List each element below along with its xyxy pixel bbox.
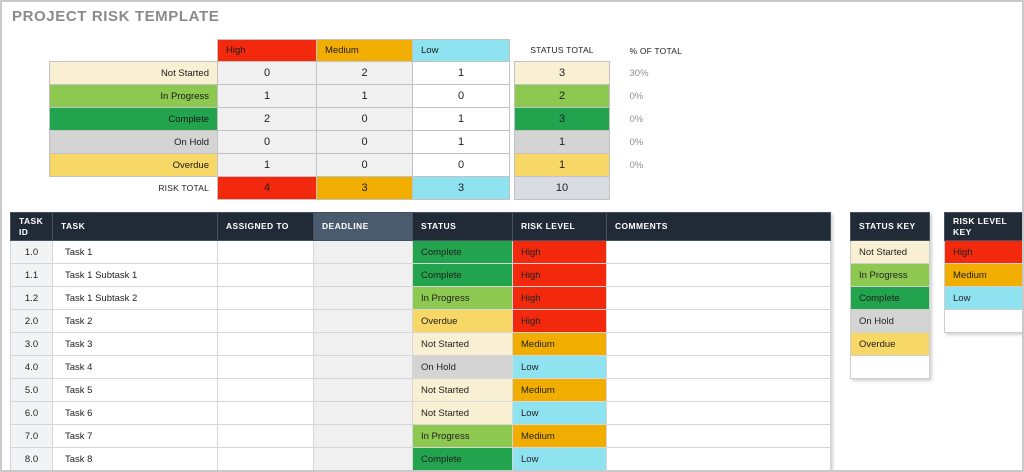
summary-table-body (50, 62, 690, 200)
status-cell[interactable]: Complete (413, 448, 513, 471)
task-name-cell[interactable]: Task 5 (53, 379, 218, 402)
deadline-cell[interactable] (314, 425, 413, 448)
status-key-title: STATUS KEY (851, 213, 930, 241)
spacer (610, 131, 620, 154)
deadline-cell[interactable] (314, 448, 413, 471)
assigned-to-cell[interactable] (218, 448, 314, 471)
summary-high-count[interactable]: 2 (218, 108, 317, 131)
deadline-cell[interactable] (314, 379, 413, 402)
table-row (11, 402, 831, 425)
risk-level-key-header-row (945, 213, 1024, 241)
page-title: PROJECT RISK TEMPLATE (12, 8, 220, 25)
risk-level-cell[interactable]: High (513, 241, 607, 264)
summary-pct-of-total: 30% (629, 67, 649, 79)
status-cell[interactable]: Not Started (413, 379, 513, 402)
key-item: In Progress (851, 264, 930, 287)
table-row (11, 333, 831, 356)
summary-row-label: In Progress (50, 85, 218, 108)
summary-high-count[interactable]: 1 (218, 85, 317, 108)
summary-status-total[interactable]: 1 (515, 154, 610, 177)
summary-medium-count[interactable]: 0 (317, 108, 413, 131)
task-name-cell[interactable]: Task 1 Subtask 1 (53, 264, 218, 287)
risk-total-label: RISK TOTAL (158, 183, 209, 194)
summary-col-header-high: High (218, 40, 317, 62)
key-row (851, 287, 930, 310)
risk-level-cell[interactable]: Low (513, 448, 607, 471)
key-row (851, 264, 930, 287)
key-item: Not Started (851, 241, 930, 264)
status-cell[interactable]: Overdue (413, 310, 513, 333)
task-name-cell[interactable]: Task 6 (53, 402, 218, 425)
comments-cell[interactable] (607, 448, 831, 471)
risk-level-cell[interactable]: Medium (513, 333, 607, 356)
risk-level-key-table (944, 212, 1024, 333)
task-name-cell[interactable]: Task 8 (53, 448, 218, 471)
deadline-cell[interactable] (314, 356, 413, 379)
risk-level-key-title: RISK LEVEL KEY (945, 213, 1024, 241)
table-row (11, 264, 831, 287)
summary-pct-of-total: 0% (629, 113, 644, 125)
summary-row-label: Not Started (50, 62, 218, 85)
assigned-to-cell[interactable] (218, 402, 314, 425)
comments-cell[interactable] (607, 425, 831, 448)
key-item: On Hold (851, 310, 930, 333)
risk-total-count[interactable]: 3 (413, 177, 510, 200)
status-key-table (850, 212, 930, 379)
col-header-risk-level: RISK LEVEL (513, 213, 607, 241)
task-id-cell[interactable]: 1.1 (11, 264, 53, 287)
risk-level-cell[interactable]: Medium (513, 425, 607, 448)
table-row (11, 287, 831, 310)
col-header-comments: COMMENTS (607, 213, 831, 241)
assigned-to-cell[interactable] (218, 287, 314, 310)
key-row (945, 264, 1024, 287)
risk-table-header-row (11, 213, 831, 241)
comments-cell[interactable] (607, 310, 831, 333)
summary-table (49, 39, 690, 200)
status-cell[interactable]: In Progress (413, 287, 513, 310)
task-id-cell[interactable]: 6.0 (11, 402, 53, 425)
summary-medium-count[interactable]: 1 (317, 85, 413, 108)
summary-status-total[interactable]: 1 (515, 131, 610, 154)
deadline-cell[interactable] (314, 402, 413, 425)
col-header-task-id: TASK ID (11, 213, 53, 241)
assigned-to-cell[interactable] (218, 356, 314, 379)
col-header-status: STATUS (413, 213, 513, 241)
table-row (11, 310, 831, 333)
key-row (945, 310, 1024, 333)
key-item-empty (945, 310, 1024, 333)
status-cell[interactable]: In Progress (413, 425, 513, 448)
key-row (945, 287, 1024, 310)
task-name-cell[interactable]: Task 3 (53, 333, 218, 356)
task-id-cell[interactable]: 1.0 (11, 241, 53, 264)
task-id-cell[interactable]: 4.0 (11, 356, 53, 379)
col-header-task: TASK (53, 213, 218, 241)
summary-status-total[interactable]: 3 (515, 62, 610, 85)
summary-pct-of-total: 0% (629, 136, 644, 148)
comments-cell[interactable] (607, 241, 831, 264)
summary-row (50, 154, 690, 177)
task-name-cell[interactable]: Task 1 Subtask 2 (53, 287, 218, 310)
task-id-cell[interactable]: 7.0 (11, 425, 53, 448)
summary-pct-of-total: 0% (629, 159, 644, 171)
risk-table (10, 212, 831, 471)
task-name-cell[interactable]: Task 7 (53, 425, 218, 448)
spacer (610, 154, 620, 177)
spacer (610, 85, 620, 108)
summary-col-header-low: Low (413, 40, 510, 62)
risk-level-cell[interactable]: High (513, 287, 607, 310)
comments-cell[interactable] (607, 287, 831, 310)
summary-row (50, 62, 690, 85)
key-row (851, 333, 930, 356)
summary-medium-count[interactable]: 0 (317, 154, 413, 177)
summary-low-count[interactable]: 0 (413, 85, 510, 108)
status-total-header: STATUS TOTAL (530, 45, 594, 56)
status-cell[interactable]: Not Started (413, 402, 513, 425)
summary-low-count[interactable]: 0 (413, 154, 510, 177)
status-cell[interactable]: Complete (413, 264, 513, 287)
risk-total-count[interactable]: 3 (317, 177, 413, 200)
status-cell[interactable]: Not Started (413, 333, 513, 356)
summary-high-count[interactable]: 0 (218, 131, 317, 154)
task-id-cell[interactable]: 1.2 (11, 287, 53, 310)
key-item: Medium (945, 264, 1024, 287)
summary-row (50, 108, 690, 131)
status-key-body (851, 241, 930, 379)
summary-high-count[interactable]: 0 (218, 62, 317, 85)
summary-medium-count[interactable]: 2 (317, 62, 413, 85)
deadline-cell[interactable] (314, 264, 413, 287)
comments-cell[interactable] (607, 356, 831, 379)
table-row (11, 379, 831, 402)
risk-level-cell[interactable]: Low (513, 356, 607, 379)
summary-row-label: Overdue (50, 154, 218, 177)
assigned-to-cell[interactable] (218, 379, 314, 402)
task-name-cell[interactable]: Task 1 (53, 241, 218, 264)
key-row (851, 241, 930, 264)
summary-low-count[interactable]: 1 (413, 131, 510, 154)
task-id-cell[interactable]: 5.0 (11, 379, 53, 402)
key-item: Complete (851, 287, 930, 310)
risk-total-count[interactable]: 4 (218, 177, 317, 200)
col-header-assigned-to: ASSIGNED TO (218, 213, 314, 241)
key-row (945, 241, 1024, 264)
key-item-empty (851, 356, 930, 379)
spacer (610, 40, 620, 62)
task-id-cell[interactable]: 8.0 (11, 448, 53, 471)
status-cell[interactable]: Complete (413, 241, 513, 264)
spacer (610, 62, 620, 85)
table-row (11, 425, 831, 448)
summary-row-label: On Hold (50, 131, 218, 154)
deadline-cell[interactable] (314, 333, 413, 356)
task-name-cell[interactable]: Task 2 (53, 310, 218, 333)
deadline-cell[interactable] (314, 287, 413, 310)
risk-grand-total[interactable]: 10 (515, 177, 610, 200)
summary-high-count[interactable]: 1 (218, 154, 317, 177)
status-cell[interactable]: On Hold (413, 356, 513, 379)
key-item: Overdue (851, 333, 930, 356)
comments-cell[interactable] (607, 264, 831, 287)
assigned-to-cell[interactable] (218, 333, 314, 356)
pct-of-total-header: % OF TOTAL (629, 45, 683, 56)
summary-status-total[interactable]: 3 (515, 108, 610, 131)
summary-header-row (50, 40, 690, 62)
summary-row (50, 131, 690, 154)
task-name-cell[interactable]: Task 4 (53, 356, 218, 379)
comments-cell[interactable] (607, 402, 831, 425)
summary-corner-blank (50, 40, 218, 62)
spacer (610, 108, 620, 131)
key-row (851, 356, 930, 379)
summary-status-total[interactable]: 2 (515, 85, 610, 108)
deadline-cell[interactable] (314, 310, 413, 333)
summary-medium-count[interactable]: 0 (317, 131, 413, 154)
assigned-to-cell[interactable] (218, 241, 314, 264)
task-id-cell[interactable]: 3.0 (11, 333, 53, 356)
risk-table-body (11, 241, 831, 471)
summary-low-count[interactable]: 1 (413, 108, 510, 131)
status-key-header-row (851, 213, 930, 241)
summary-low-count[interactable]: 1 (413, 62, 510, 85)
summary-row (50, 85, 690, 108)
summary-row-label: Complete (50, 108, 218, 131)
table-row (11, 356, 831, 379)
task-id-cell[interactable]: 2.0 (11, 310, 53, 333)
assigned-to-cell[interactable] (218, 310, 314, 333)
risk-level-cell[interactable]: Medium (513, 379, 607, 402)
risk-level-key-body (945, 241, 1024, 333)
comments-cell[interactable] (607, 379, 831, 402)
table-row (11, 241, 831, 264)
key-item: High (945, 241, 1024, 264)
risk-total-row (50, 177, 690, 200)
risk-level-cell[interactable]: High (513, 264, 607, 287)
comments-cell[interactable] (607, 333, 831, 356)
summary-pct-of-total: 0% (629, 90, 644, 102)
risk-level-cell[interactable]: Low (513, 402, 607, 425)
col-header-deadline: DEADLINE (314, 213, 413, 241)
table-row (11, 448, 831, 471)
key-row (851, 310, 930, 333)
risk-level-cell[interactable]: High (513, 310, 607, 333)
key-item: Low (945, 287, 1024, 310)
assigned-to-cell[interactable] (218, 264, 314, 287)
assigned-to-cell[interactable] (218, 425, 314, 448)
summary-col-header-medium: Medium (317, 40, 413, 62)
deadline-cell[interactable] (314, 241, 413, 264)
